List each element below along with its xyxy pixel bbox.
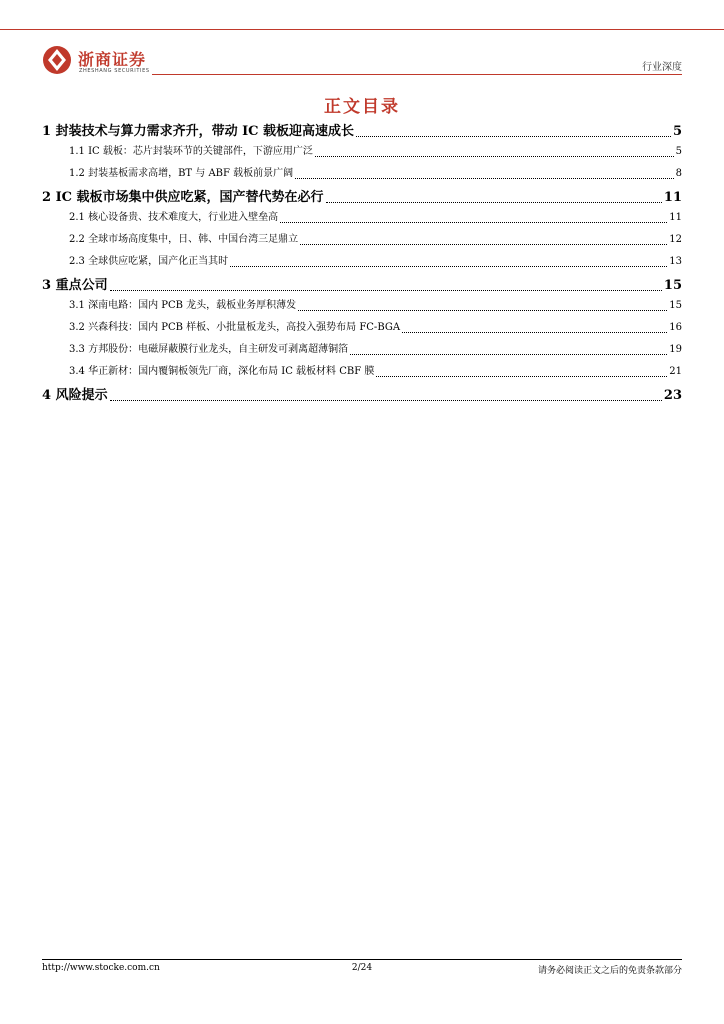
toc-entry-text: 2.3 全球供应吃紧，国产化正当其时 — [69, 256, 229, 267]
toc-leader-dots — [300, 244, 667, 245]
toc-leader-dots — [315, 156, 674, 157]
toc-entry-page: 19 — [669, 344, 682, 355]
toc-entry[interactable] — [42, 254, 682, 270]
toc-leader-dots — [350, 354, 667, 355]
toc-entry[interactable] — [42, 210, 682, 226]
toc-entry[interactable] — [42, 188, 682, 207]
toc-leader-dots — [295, 178, 673, 179]
brand-subtitle: ZHESHANG SECURITIES — [79, 68, 150, 74]
toc-leader-dots — [376, 376, 667, 377]
toc-entry-text: 1.1 IC 载板：芯片封装环节的关键部件，下游应用广泛 — [69, 146, 313, 157]
toc-leader-dots — [280, 222, 667, 223]
toc-entry-page: 5 — [675, 146, 682, 157]
toc-entry-text: 3 重点公司 — [42, 278, 108, 293]
toc-leader-dots — [298, 310, 667, 311]
toc-entry-page: 13 — [669, 256, 682, 267]
toc-entry-text: 3.4 华正新材：国内覆铜板领先厂商，深化布局 IC 载板材料 CBF 膜 — [69, 366, 375, 377]
toc-entry-page: 23 — [663, 388, 682, 403]
toc-leader-dots — [402, 332, 667, 333]
toc-entry[interactable] — [42, 364, 682, 380]
table-of-contents — [42, 122, 682, 408]
toc-entry-text: 3.1 深南电路：国内 PCB 龙头，载板业务厚积薄发 — [69, 300, 297, 311]
toc-entry-text: 2 IC 载板市场集中供应吃紧，国产替代势在必行 — [42, 190, 324, 205]
toc-entry-text: 3.2 兴森科技：国内 PCB 样板、小批量板龙头，高投入强势布局 FC-BGA — [69, 322, 401, 333]
toc-entry[interactable] — [42, 320, 682, 336]
toc-leader-dots — [356, 136, 671, 137]
toc-entry-page: 16 — [669, 322, 682, 333]
toc-entry-text: 2.1 核心设备贵、技术难度大，行业进入壁垒高 — [69, 212, 279, 223]
toc-entry-text: 3.3 方邦股份：电磁屏蔽膜行业龙头，自主研发可剥离超薄铜箔 — [69, 344, 349, 355]
toc-title: 正文目录 — [324, 97, 400, 117]
toc-entry[interactable] — [42, 298, 682, 314]
brand-logo — [42, 45, 154, 81]
toc-leader-dots — [110, 400, 662, 401]
toc-entry[interactable] — [42, 144, 682, 160]
toc-entry[interactable] — [42, 386, 682, 405]
toc-entry-page: 15 — [663, 278, 682, 293]
toc-entry[interactable] — [42, 166, 682, 182]
toc-entry-page: 12 — [669, 234, 682, 245]
logo-mark-icon — [42, 45, 72, 75]
toc-entry-page: 8 — [675, 168, 682, 179]
top-border-line — [0, 29, 724, 30]
toc-entry-text: 1 封装技术与算力需求齐升，带动 IC 载板迎高速成长 — [42, 124, 355, 139]
toc-entry[interactable] — [42, 122, 682, 141]
footer-page-number: 2/24 — [351, 963, 373, 973]
toc-entry-page: 11 — [669, 212, 682, 223]
toc-entry-page: 21 — [669, 366, 682, 377]
toc-entry-text: 2.2 全球市场高度集中，日、韩、中国台湾三足鼎立 — [69, 234, 299, 245]
footer-rule — [42, 959, 682, 960]
toc-entry[interactable] — [42, 342, 682, 358]
toc-entry-text: 1.2 封装基板需求高增，BT 与 ABF 载板前景广阔 — [69, 168, 294, 179]
footer-disclaimer: 请务必阅读正文之后的免责条款部分 — [537, 966, 682, 976]
toc-leader-dots — [110, 290, 662, 291]
brand-name: 浙商证券 — [78, 50, 147, 69]
report-category: 行业深度 — [642, 62, 682, 73]
toc-leader-dots — [326, 202, 662, 203]
toc-entry[interactable] — [42, 276, 682, 295]
toc-entry[interactable] — [42, 232, 682, 248]
toc-entry-page: 5 — [672, 124, 682, 139]
toc-leader-dots — [230, 266, 667, 267]
footer-url[interactable]: http://www.stocke.com.cn — [42, 963, 160, 973]
toc-entry-page: 15 — [669, 300, 682, 311]
header-rule — [152, 74, 682, 75]
toc-entry-page: 11 — [663, 190, 682, 205]
toc-entry-text: 4 风险提示 — [42, 388, 108, 403]
